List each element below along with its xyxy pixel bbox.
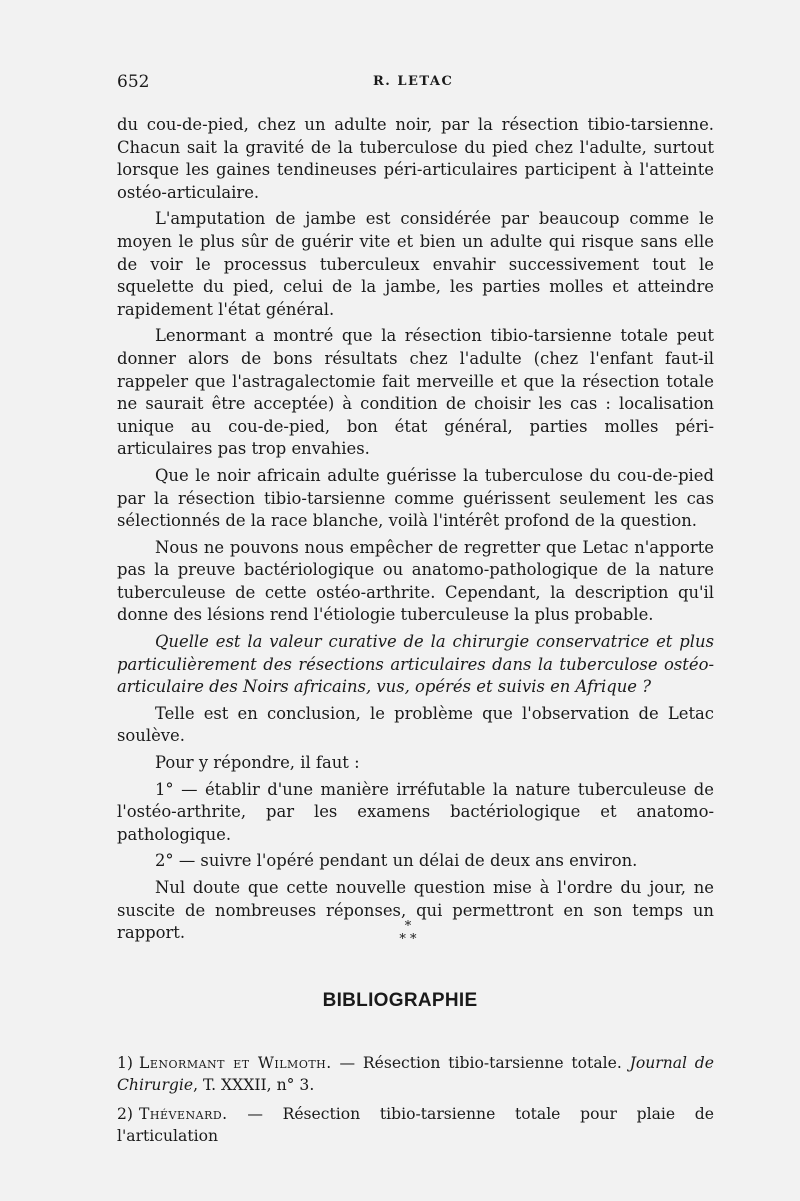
entry-authors: Lenormant et Wilmoth. <box>139 1054 332 1072</box>
paragraph: Pour y répondre, il faut : <box>155 753 360 773</box>
running-head: R. LETAC <box>373 74 454 89</box>
paragraph: L'amputation de jambe est considérée par beaucoup comme le moyen le plus sûr de guérir vite et bien un adulte qui risque sans elle de voir le processus tuberculeux envahir successivement tout le squelette du pied, celui de la jambe, les parties molles et atteindre rapidement l'état général. <box>117 209 714 319</box>
asterisk-ornament-top: * <box>404 919 412 934</box>
bibliography-entry <box>117 1103 714 1147</box>
entry-reference: , T. XXXII, n° 3. <box>193 1076 315 1094</box>
paragraph: du cou-de-pied, chez un adulte noir, par la résection tibio-tarsienne. Chacun sait la gravité de la tuberculose du pied chez l'adulte, surtout lorsque les gaines tendineuses péri-articulaires participent à l'atteinte ostéo-articulaire. <box>117 115 714 202</box>
bibliography-title: BIBLIOGRAPHIE <box>322 990 478 1011</box>
paragraph: Que le noir africain adulte guérisse la tuberculose du cou-de-pied par la résection tibio-tarsienne comme guérissent seulement les cas sélectionnés de la race blanche, voilà l'intérêt profond de la question. <box>117 465 714 531</box>
list-item: 1° — établir d'une manière irréfutable la nature tuberculeuse de l'ostéo-arthrite, par les examens bactériologique et anatomo-pathologique. <box>117 779 714 844</box>
section-ornament <box>393 920 423 960</box>
paragraph: Telle est en conclusion, le problème que l'observation de Letac soulève. <box>117 703 714 746</box>
bibliography-list <box>117 1052 714 1154</box>
entry-title: — Résection tibio-tarsienne totale. <box>331 1054 630 1072</box>
page-header <box>117 72 714 94</box>
entry-number: 2) <box>117 1105 134 1123</box>
entry-journal: Journal de Chirurgie <box>117 1054 714 1094</box>
question-paragraph: Quelle est la valeur curative de la chirurgie conservatrice et plus particulièrement des résections articulaires dans la tuberculose ostéo-articulaire des Noirs africains, vus, opérés et suivis en Afrique ? <box>117 632 714 697</box>
entry-title: — Résection tibio-tarsienne totale pour plaie de l'articulation <box>117 1105 714 1145</box>
paragraph: Nous ne pouvons nous empêcher de regretter que Letac n'apporte pas la preuve bactériologique ou anatomo-pathologique de la nature tuberculeuse de cette ostéo-arthrite. Cependant, la description qu'il donne des lésions rend l'étiologie tuberculeuse la plus probable. <box>117 537 714 625</box>
paragraph: Nul doute que cette nouvelle question mise à l'ordre du jour, ne suscite de nombreuses réponses, qui permettront en son temps un rapport. <box>117 878 714 943</box>
page-number: 652 <box>117 72 150 92</box>
list-item: 2° — suivre l'opéré pendant un délai de deux ans environ. <box>155 851 638 871</box>
bibliography-entry <box>117 1052 714 1096</box>
asterisk-ornament-bottom: * * <box>399 932 417 947</box>
paragraph: Lenormant a montré que la résection tibio-tarsienne totale peut donner alors de bons résultats chez l'adulte (chez l'enfant faut-il rappeler que l'astragalectomie fait merveille et que la résection totale ne saurait être acceptée) à condition de choisir les cas : localisation unique au cou-de-pied, bon état général, parties molles péri-articulaires pas trop envahies. <box>117 326 714 459</box>
entry-number: 1) <box>117 1054 134 1072</box>
body-text <box>117 114 714 949</box>
entry-authors: Thévenard. <box>139 1105 228 1123</box>
